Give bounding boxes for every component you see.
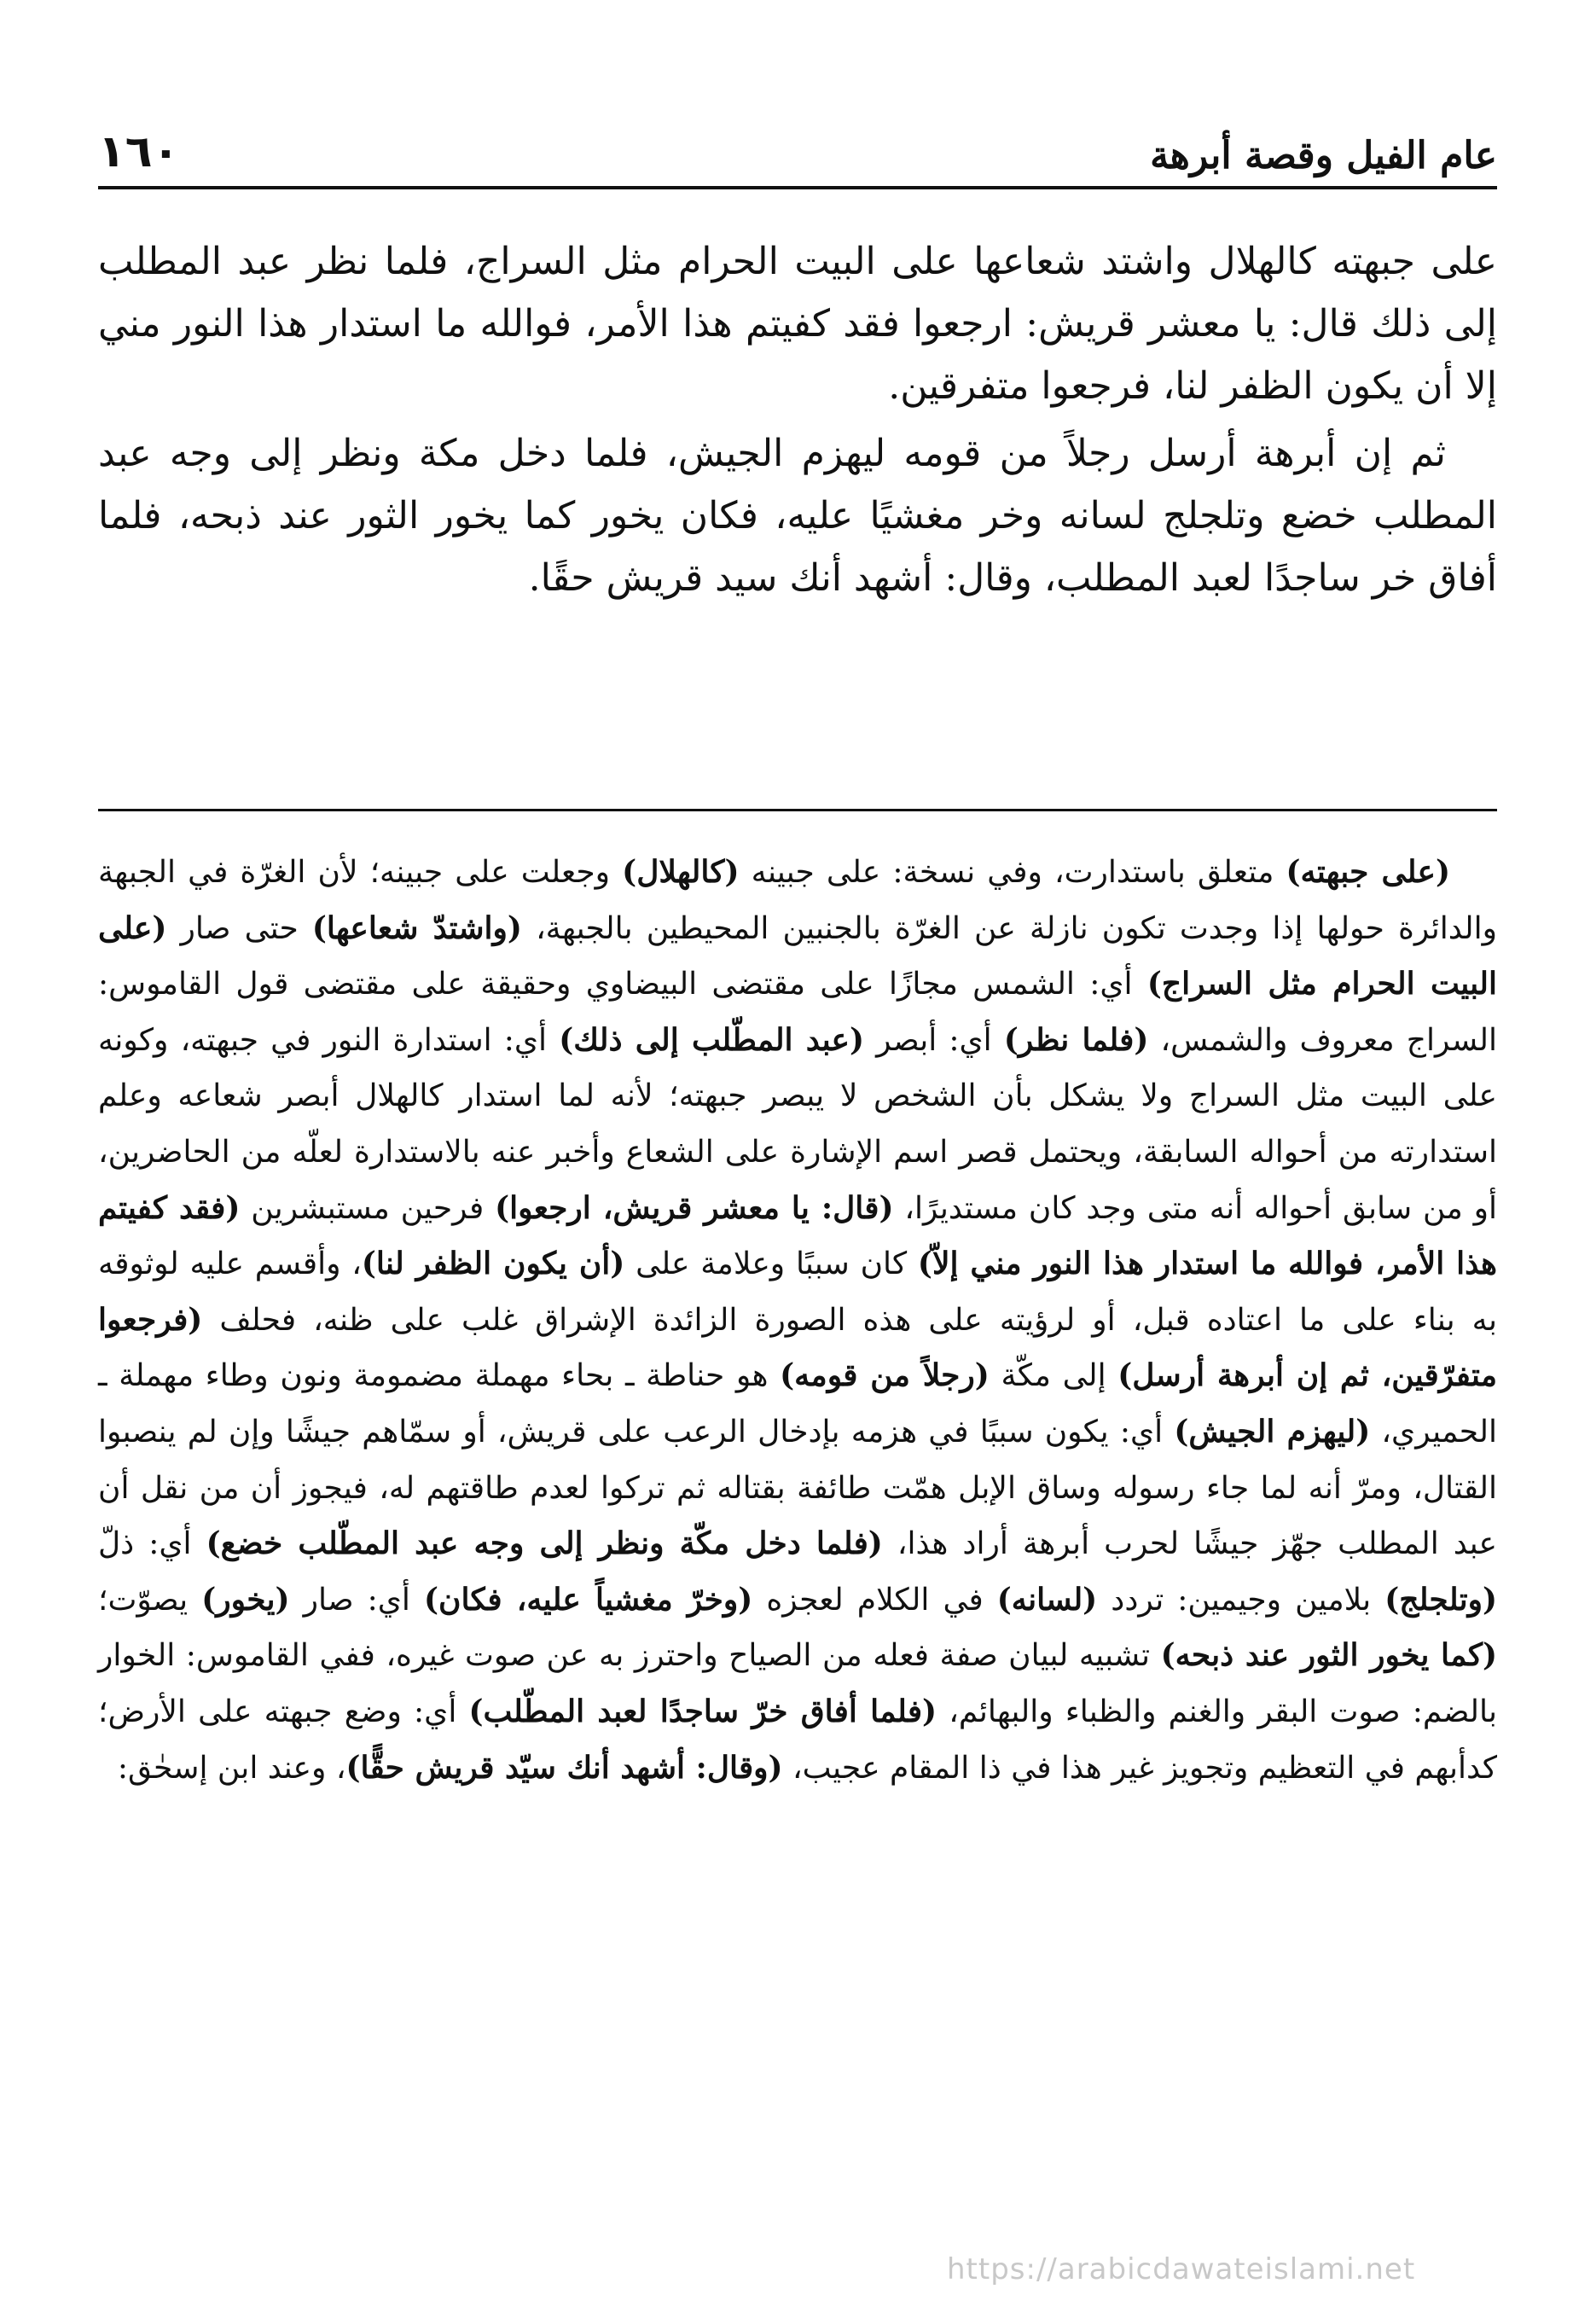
commentary-text: حتى صار [166, 910, 312, 946]
footnote-separator [98, 809, 1497, 811]
commentary-lemma: (فلما أفاق خرّ ساجدًا لعبد المطّلب) [468, 1693, 937, 1729]
commentary [98, 845, 1497, 1796]
commentary-text: هو حناطة ـ بحاء مهملة مضمومة ونون وطاء مهملة ـ الحميري، [98, 1358, 1497, 1450]
commentary-text: ، وعند ابن إسحٰق: [117, 1750, 346, 1786]
commentary-text: كان سببًا وعلامة على [624, 1246, 918, 1282]
commentary-lemma: (كالهلال) [622, 854, 740, 890]
running-title: عام الفيل وقصة أبرهة [1150, 134, 1497, 177]
page-number: ١٦٠ [98, 126, 180, 177]
commentary-lemma: (وقال: أشهد أنك سيّد قريش حقًّا) [345, 1749, 783, 1786]
commentary-text: أي: يكون سببًا في هزمه بإدخال الرعب على قريش، أو سمّاهم جيشًا وإن لم ينصبوا القتال، ومرّ أنه لما جاء رسوله وساق الإبل همّت طائفة بقتاله ثم تركوا لعدم طاقتهم له، فيجوز أن من نقل أن عبد المطلب جهّز جيشًا لحرب أبرهة أراد هذا، [98, 1414, 1497, 1562]
commentary-text: أي: أبصر [864, 1022, 1004, 1058]
commentary-lemma: (على البيت الحرام مثل السراج) [98, 909, 1497, 1002]
commentary-text: أي: استدارة النور في جبهته، وكونه على البيت مثل السراج ولا يشكل بأن الشخص لا يبصر جبهته؛ لأنه لما استدار كالهلال أبصر شعاعه وعلم استدارته من أحواله السابقة، ويحتمل قصر اسم الإشارة على الشعاع وأخبر عنه بالاستدارة لعلّه من الحاضرين، أو من سابق أحواله أنه متى وجد كان مستديرًا، [98, 1022, 1498, 1226]
commentary-lemma: (فرجعوا متفرّقين، ثم إن أبرهة أرسل) [98, 1301, 1497, 1394]
commentary-text: بلامين وجيمين: تردد [1097, 1582, 1385, 1618]
commentary-paragraph [98, 845, 1497, 1796]
watermark: https://arabicdawateislami.net [947, 2252, 1416, 2286]
commentary-lemma: (وتلجلج) [1384, 1581, 1498, 1618]
commentary-text: وجعلت على جبينه؛ لأن الغرّة في الجبهة والدائرة حولها إذا وجدت تكون نازلة عن الغرّة بالجنبين المحيطين بالجبهة، [98, 855, 1497, 946]
commentary-text: أي: الشمس مجازًا على مقتضى البيضاوي وحقيقة على مقتضى قول القاموس: السراج معروف والشمس، [98, 967, 1497, 1058]
commentary-lemma: (قال: يا معشر قريش، ارجعوا) [495, 1189, 894, 1226]
page-header [98, 118, 1497, 177]
main-paragraph: ثم إن أبرهة أرسل رجلاً من قومه ليهزم الجيش، فلما دخل مكة ونظر إلى وجه عبد المطلب خضع وتلجلج لسانه وخر مغشيًا عليه، فكان يخور كما يخور الثور عند ذبحه، فلما أفاق خر ساجدًا لعبد المطلب، وقال: أشهد أنك سيد قريش حقًا. [98, 432, 1497, 600]
commentary-lemma: (فقد كفيتم هذا الأمر، فوالله ما استدار هذا النور مني إلاّ) [98, 1189, 1497, 1282]
commentary-text: متعلق باستدارت، وفي نسخة: على جبينه [739, 855, 1286, 890]
commentary-lemma: (ليهزم الجيش) [1174, 1413, 1371, 1450]
commentary-text: يصوّت؛ [98, 1582, 202, 1618]
commentary-text: في الكلام لعجزه [752, 1582, 997, 1618]
commentary-text: أي: صار [289, 1582, 425, 1618]
commentary-text: أي: وضع جبهته على الأرض؛ كدأبهم في التعظيم وتجويز غير هذا في ذا المقام عجيب، [98, 1694, 1497, 1786]
commentary-lemma: (على جبهته) [1286, 854, 1450, 890]
commentary-lemma: (لسانه) [996, 1581, 1098, 1618]
commentary-lemma: (كما يخور الثور عند ذبحه) [1160, 1637, 1497, 1674]
commentary-lemma: (رجلاً من قومه) [780, 1357, 990, 1394]
commentary-lemma: (وخرّ مغشياً عليه، فكان) [424, 1581, 753, 1618]
commentary-text: فرحين مستبشرين [240, 1190, 496, 1226]
commentary-lemma: (أن يكون الظفر لنا) [361, 1246, 625, 1282]
commentary-lemma: (واشتدّ شعاعها) [311, 909, 522, 946]
commentary-lemma: (عبد المطّلب إلى ذلك) [559, 1021, 865, 1058]
commentary-lemma: (فلما نظر) [1003, 1021, 1149, 1058]
main-paragraph: على جبهته كالهلال واشتد شعاعها على البيت الحرام مثل السراج، فلما نظر عبد المطلب إلى ذلك قال: يا معشر قريش: ارجعوا فقد كفيتم هذا الأمر، فوالله ما استدار هذا النور مني إلا أن يكون الظفر لنا، فرجعوا متفرقين. [98, 240, 1497, 408]
commentary-text: ، وأقسم عليه لوثوقه به بناء على ما اعتاده قبل، أو لرؤيته على هذه الصورة الزائدة الإشراق غلب على ظنه، فحلف [98, 1246, 1497, 1338]
header-rule [98, 186, 1497, 189]
commentary-text: تشبيه لبيان صفة فعله من الصياح واحترز به عن صوت غيره، ففي القاموس: الخوار بالضم: صوت البقر والغنم والظباء والبهائم، [98, 1638, 1497, 1729]
main-text [98, 230, 1497, 609]
commentary-lemma: (فلما دخل مكّة ونظر إلى وجه عبد المطّلب خضع) [206, 1525, 883, 1562]
commentary-text: أي: ذلّ [98, 1526, 206, 1562]
commentary-lemma: (يخور) [201, 1581, 290, 1618]
commentary-text: إلى مكّة [989, 1358, 1118, 1394]
